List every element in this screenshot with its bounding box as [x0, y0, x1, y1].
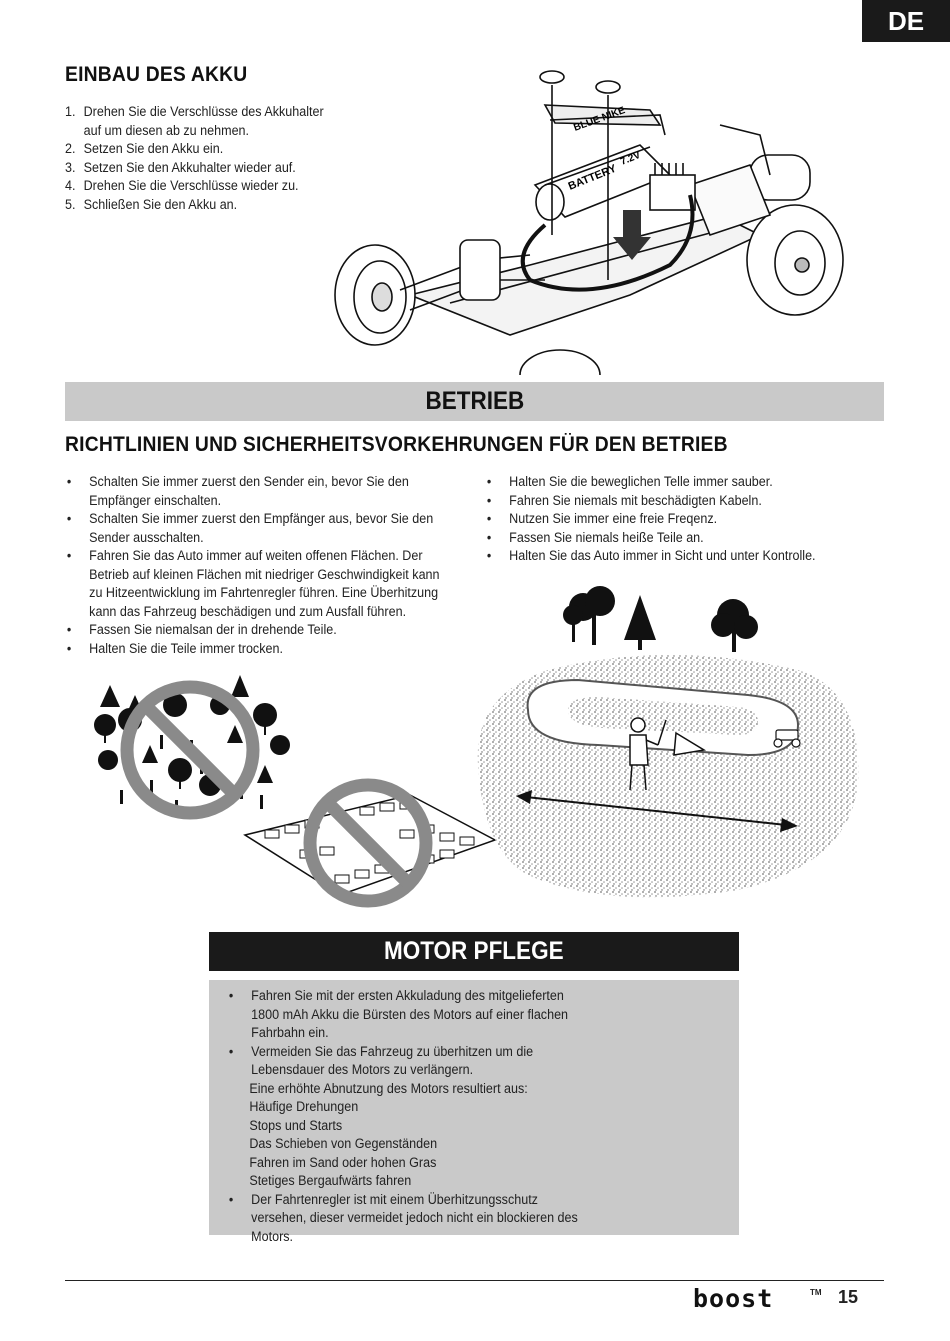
list-item: 5. Schließen Sie den Akku an. — [65, 196, 238, 212]
list-item: • Schalten Sie immer zuerst den Sender ein, bevor Sie den Empfänger einschalten. — [66, 474, 409, 508]
list-item: 1. Drehen Sie die Verschlüsse des Akkuhalter auf um diesen ab zu nehmen. — [65, 104, 324, 138]
operation-subtitle: RICHTLINIEN UND SICHERHEITSVORKEHRUNGEN FÜR DEN BETRIEB — [65, 433, 728, 456]
operation-left-list — [65, 473, 456, 658]
list-item: • Der Fahrtenregler ist mit einem Überhitzungsschutz versehen, dieser vermeidet jedoch nicht ein blockieren des Motors. — [228, 1191, 578, 1244]
list-item: • Fahren Sie niemals mit beschädigten Kabeln. — [486, 492, 762, 508]
motor-care-box — [209, 980, 739, 1244]
list-item: • Halten Sie die beweglichen Telle immer sauber. — [486, 474, 773, 489]
operation-banner-title: BETRIEB — [425, 387, 524, 415]
list-item: • Fahren Sie mit der ersten Akkuladung des mitgelieferten 1800 mAh Akku die Bürsten des Motors auf einer flachen Fahrbahn ein. — [228, 988, 569, 1040]
motor-banner — [209, 932, 739, 971]
language-tab-label: DE — [887, 5, 925, 36]
list-item: • Schalten Sie immer zuerst den Empfänger aus, bevor Sie den Sender ausschalten. — [66, 511, 434, 545]
list-item: • Fahren Sie das Auto immer auf weiten offenen Flächen. Der Betrieb auf kleinen Flächen mit niedriger Geschwindigkeit kann zu Hitzeentwicklung im Fahrtenregler führen. Eine Überhitzung kann das Fahrzeug beschädigen und zum Ausfall führen. — [66, 548, 440, 619]
page-number: 15 — [838, 1287, 859, 1307]
battery-brand-label: BLUE NIKE — [572, 105, 627, 134]
battery-side-label: BATTERY — [566, 162, 619, 193]
list-item-continuation: Häufige Drehungen — [249, 1099, 359, 1114]
list-item-continuation: Eine erhöhte Abnutzung des Motors resultiert aus: — [249, 1080, 528, 1096]
list-item: 3. Setzen Sie den Akkuhalter wieder auf. — [65, 159, 296, 175]
list-item: • Halten Sie das Auto immer in Sicht und unter Kontrolle. — [486, 548, 816, 563]
list-item: 2. Setzen Sie den Akku ein. — [65, 141, 224, 156]
operation-right-list — [485, 473, 857, 566]
list-item: • Nutzen Sie immer eine freie Freqenz. — [486, 511, 718, 526]
battery-section-title: EINBAU DES AKKU — [65, 63, 248, 86]
language-tab — [862, 0, 950, 42]
battery-steps-list — [65, 103, 344, 214]
list-item-continuation: Fahren im Sand oder hohen Gras — [249, 1154, 437, 1170]
operation-banner — [65, 382, 884, 421]
battery-voltage-label: 7.2V — [619, 149, 643, 168]
list-item-continuation: Stops und Starts — [249, 1117, 343, 1133]
list-item-continuation: Das Schieben von Gegenständen — [249, 1136, 438, 1151]
battery-install-illustration — [330, 65, 850, 375]
list-item: • Fassen Sie niemals heiße Teile an. — [486, 529, 704, 545]
trademark: TM — [810, 1288, 822, 1297]
list-item: 4. Drehen Sie die Verschlüsse wieder zu. — [65, 178, 299, 193]
list-item: • Vermeiden Sie das Fahrzeug zu überhitzen um die Lebensdauer des Motors zu verlängern. — [228, 1043, 534, 1077]
motor-banner-title: MOTOR PFLEGE — [384, 937, 564, 965]
list-item: • Fassen Sie niemalsan der in drehende Teile. — [66, 622, 337, 637]
no-parking-lot-icon — [240, 775, 500, 910]
motor-care-list — [227, 987, 580, 1246]
list-item: • Halten Sie die Teile immer trocken. — [66, 640, 283, 656]
brand-logo: boost — [693, 1284, 774, 1313]
open-track-illustration — [468, 585, 863, 905]
footer-rule — [65, 1280, 884, 1281]
list-item-continuation: Stetiges Bergaufwärts fahren — [249, 1173, 412, 1188]
